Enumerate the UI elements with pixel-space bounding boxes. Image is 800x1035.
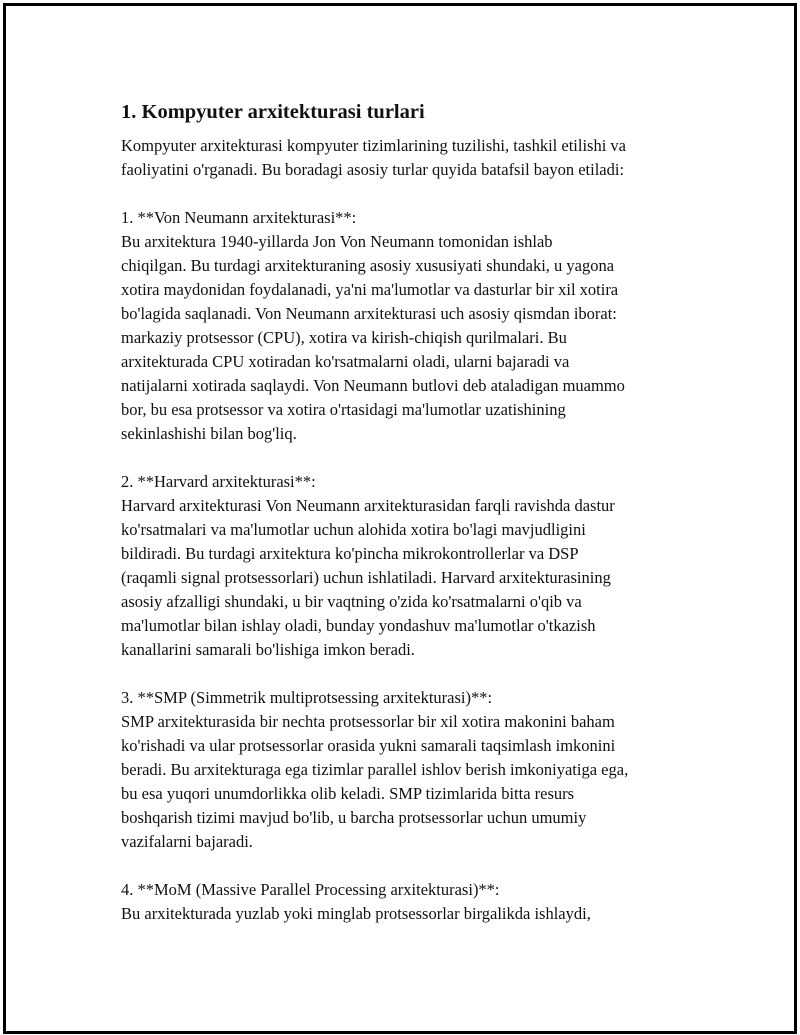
section-heading: 1. **Von Neumann arxitekturasi**: bbox=[121, 208, 357, 227]
document-title: 1. Kompyuter arxitekturasi turlari bbox=[121, 101, 425, 123]
section-body: Bu arxitektura 1940-yillarda Jon Von Neumann tomonidan ishlab chiqilgan. Bu turdagi arxitekturaning asosiy xususiyati shundaki, u yagona xotira maydonidan foydalanadi, ya'ni ma'lumotlar va dasturlar bir xil xotira bo'lagida saqlanadi. Von Neumann arxitekturasi uch asosiy qismdan iborat: markaziy protsessor (CPU), xotira va kirish-chiqish qurilmalari. Bu arxitekturada CPU xotiradan ko'rsatmalarni oladi, ularni bajaradi va natijalarni xotirada saqlaydi. Von Neumann butlovi deb ataladigan muammo bor, bu esa protsessor va xotira o'rtasidagi ma'lumotlar uzatishining sekinlashishi bilan bog'liq. bbox=[121, 232, 625, 443]
section-body: Harvard arxitekturasi Von Neumann arxitekturasidan farqli ravishda dastur ko'rsatmalari va ma'lumotlar uchun alohida xotira bo'lagi mavjudligini bildiradi. Bu turdagi arxitektura ko'pincha mikrokontrollerlar va DSP (raqamli signal protsessorlari) uchun ishlatiladi. Harvard arxitekturasining asosiy afzalligi shundaki, u bir vaqtning o'zida ko'rsatmalarni o'qib va ma'lumotlar bilan ishlay oladi, bunday yondashuv ma'lumotlar o'tkazish kanallarini samarali bo'lishiga imkon beradi. bbox=[121, 496, 615, 659]
section-von-neumann bbox=[121, 206, 701, 446]
document-content bbox=[121, 96, 701, 926]
section-harvard bbox=[121, 470, 701, 662]
page-frame bbox=[3, 3, 797, 1034]
section-mom bbox=[121, 878, 701, 926]
section-heading: 3. **SMP (Simmetrik multiprotsessing arxitekturasi)**: bbox=[121, 688, 493, 707]
section-smp bbox=[121, 686, 701, 854]
section-heading: 2. **Harvard arxitekturasi**: bbox=[121, 472, 316, 491]
section-body: Bu arxitekturada yuzlab yoki minglab protsessorlar birgalikda ishlaydi, bbox=[121, 904, 591, 923]
section-body: SMP arxitekturasida bir nechta protsessorlar bir xil xotira makonini baham ko'rishadi va ular protsessorlar orasida yukni samarali taqsimlash imkonini beradi. Bu arxitekturaga ega tizimlar parallel ishlov berish imkoniyatiga ega, bu esa yuqori unumdorlikka olib keladi. SMP tizimlarida bitta resurs boshqarish tizimi mavjud bo'lib, u barcha protsessorlar uchun umumiy vazifalarni bajaradi. bbox=[121, 712, 629, 851]
section-heading: 4. **MoM (Massive Parallel Processing arxitekturasi)**: bbox=[121, 880, 500, 899]
intro-paragraph: Kompyuter arxitekturasi kompyuter tizimlarining tuzilishi, tashkil etilishi va faoliyatini o'rganadi. Bu boradagi asosiy turlar quyida batafsil bayon etiladi: bbox=[121, 136, 626, 179]
